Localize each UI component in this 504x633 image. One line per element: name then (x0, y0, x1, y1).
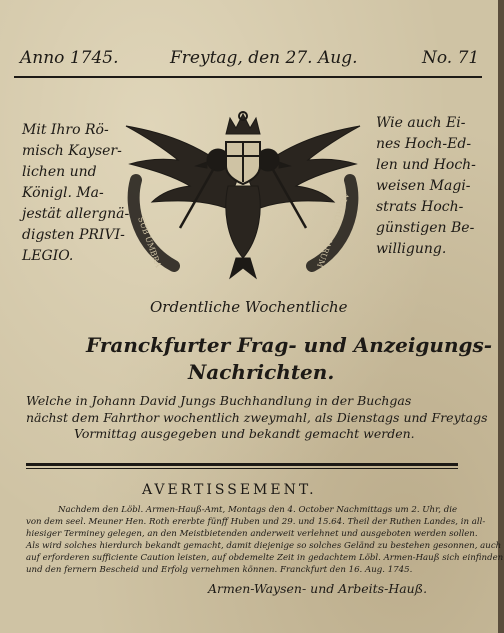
avertissement-line: von dem seel. Meuner Hen. Roth ererbte fünff Huben und 29. und 15.64. Theil der Ruthen Landes, in all- (26, 517, 486, 527)
avertissement-line: auf erforderen sufficiente Caution leisten, auf obdemelte Zeit in gedachtem Löbl. Armen-Hauß sich einfinden (26, 553, 504, 563)
avertissement-line: Als wird solches hierdurch bekandt gemacht, damit diejenige so solches Geländ zu bestehen gesonnen, auch (26, 541, 502, 551)
privilege-right (376, 113, 476, 260)
privilege-right-line: strats Hoch- (376, 199, 464, 215)
crown (226, 114, 260, 134)
header-issue-number: No. 71 (422, 48, 480, 68)
privilege-left-line: digsten PRIVI- (22, 227, 125, 243)
privilege-left-line: Königl. Ma- (22, 185, 104, 201)
privilege-left-line: Mit Ihro Rö- (22, 122, 109, 138)
privilege-left-line: LEGIO. (22, 248, 74, 264)
publisher-line-1: Welche in Johann David Jungs Buchhandlung in der Buchgas (26, 393, 412, 408)
privilege-left (22, 120, 129, 267)
avertissement-line: Nachdem den Löbl. Armen-Hauß-Amt, Montags den 4. October Nachmittags um 2. Uhr, die (58, 505, 458, 515)
avertissement-heading: AVERTISSEMENT. (142, 482, 317, 498)
header-year: Anno 1745. (20, 48, 119, 68)
title-line-1: Ordentliche Wochentliche (150, 298, 348, 316)
header-date: Freytag, den 27. Aug. (170, 48, 358, 68)
privilege-right-line: nes Hoch-Ed- (376, 136, 472, 152)
title-line-3: Nachrichten. (188, 360, 335, 384)
privilege-right-line: günstigen Be- (376, 220, 475, 236)
section-rule-thin (26, 468, 458, 469)
publisher-line-3: Vormittag ausgegeben und bekandt gemacht werden. (74, 426, 415, 441)
title-line-2: Franckfurter Frag- und Anzeigungs- (86, 333, 493, 357)
imperial-eagle-crest (118, 108, 368, 288)
avertissement-line: hiesiger Terminey gelegen, an den Meistbietenden anderweit verlehnet und ausgeboten werden sollen. (26, 529, 478, 539)
section-rule-thick (26, 463, 458, 466)
avertissement-signature: Armen-Waysen- und Arbeits-Hauß. (208, 581, 428, 596)
privilege-right-line: len und Hoch- (376, 157, 476, 173)
left-scroll-text: SUB UMBRA (136, 215, 163, 269)
page-edge (498, 0, 504, 633)
privilege-right-line: Wie auch Ei- (376, 115, 466, 131)
publisher-line-2: nächst dem Fahrthor wochentlich zweymahl, als Dienstags und Freytags (26, 410, 488, 425)
privilege-left-line: lichen und (22, 164, 97, 180)
privilege-right-line: willigung. (376, 241, 447, 257)
avertissement-line: und den fernern Bescheid und Erfolg vernehmen können. Franckfurt den 16. Aug. 1745. (26, 565, 413, 575)
privilege-left-line: misch Kayser- (22, 143, 122, 159)
body (226, 186, 260, 258)
privilege-right-line: weisen Magi- (376, 178, 471, 194)
right-scroll-text: ALARUM TUARUM (315, 191, 351, 269)
header-rule (14, 76, 482, 78)
privilege-left-line: jestät allergnä- (22, 206, 130, 222)
